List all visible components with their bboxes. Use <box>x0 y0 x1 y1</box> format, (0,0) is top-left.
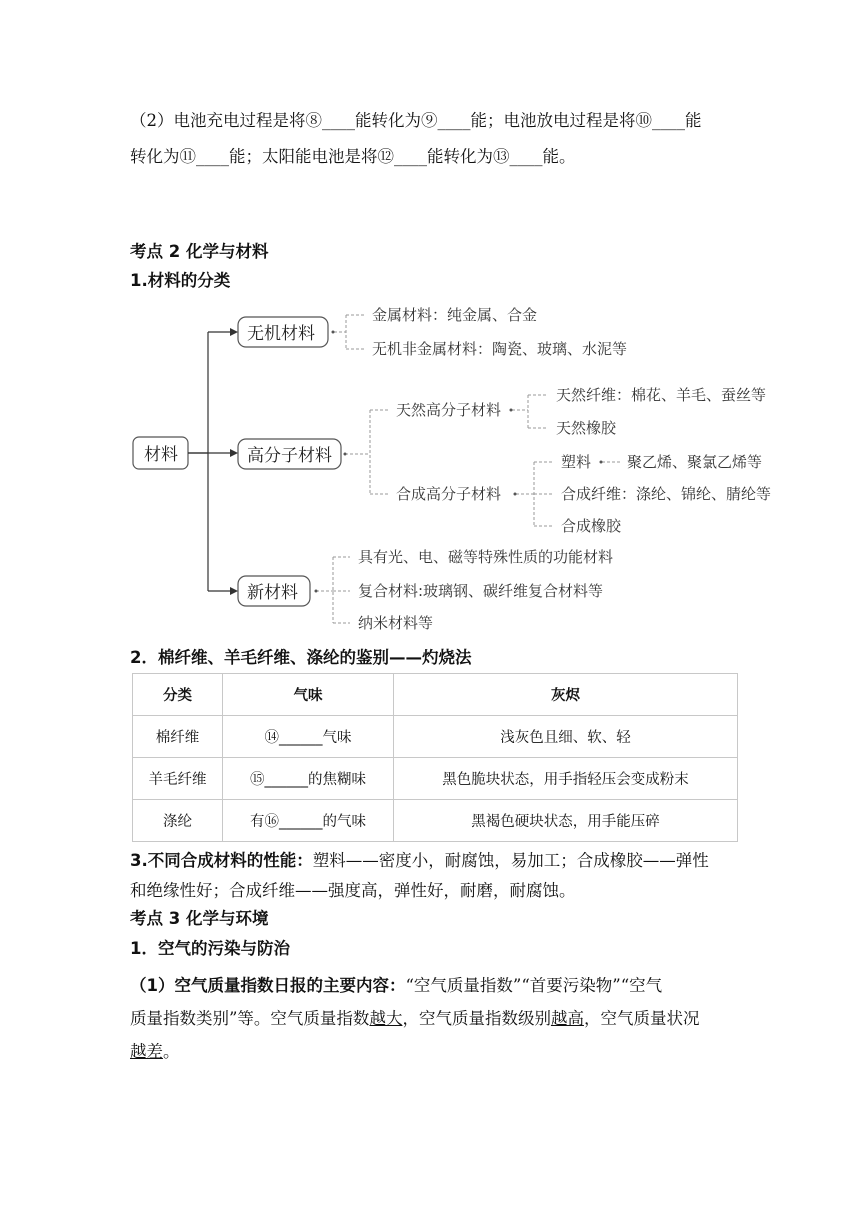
table-cell: 黑色脆块状态，用手指轻压会变成粉末 <box>394 758 738 800</box>
table-header: 灰烬 <box>394 674 738 716</box>
tree-inorganic-item: 无机非金属材料：陶瓷、玻璃、水泥等 <box>372 340 628 358</box>
aqi-line3 <box>130 1041 180 1063</box>
aqi-underline-larger: 越大 <box>369 1009 403 1028</box>
table-cell: 浅灰色且细、软、轻 <box>394 716 738 758</box>
table-row <box>133 716 738 758</box>
section3-title: 考点 3 化学与环境 <box>130 909 269 928</box>
table-cell: 棉纤维 <box>133 716 223 758</box>
table-row <box>133 758 738 800</box>
tree-plastic-items: 聚乙烯、聚氯乙烯等 <box>627 453 763 471</box>
section2-sub1: 1.材料的分类 <box>130 271 231 290</box>
table-header: 气味 <box>223 674 394 716</box>
table-header-row <box>133 674 738 716</box>
table-cell: 涤纶 <box>133 800 223 842</box>
aqi-underline-worse: 越差 <box>130 1042 163 1061</box>
aqi-underline-higher: 越高 <box>550 1009 584 1028</box>
tree-natural-polymer: 天然高分子材料 <box>396 401 502 419</box>
table-cell: 羊毛纤维 <box>133 758 223 800</box>
tree-root: 材料 <box>144 445 178 465</box>
section2-sub2: 2．棉纤维、羊毛纤维、涤纶的鉴别——灼烧法 <box>130 648 472 667</box>
table-row <box>133 800 738 842</box>
table-cell: ⑭______气味 <box>223 716 394 758</box>
section3-sub1: 1．空气的污染与防治 <box>130 939 290 958</box>
aqi-text2b: ，空气质量指数级别 <box>402 1009 551 1028</box>
sub3-line1 <box>130 850 709 872</box>
tree-inorganic-item: 金属材料：纯金属、合金 <box>372 306 538 324</box>
tree-natural-item: 天然橡胶 <box>556 419 617 437</box>
table-cell: 黑褐色硬块状态，用手能压碎 <box>394 800 738 842</box>
aqi-text2c: ，空气质量状况 <box>583 1009 700 1028</box>
battery-paragraph-line1: （2）电池充电过程是将⑧____能转化为⑨____能；电池放电过程是将⑩____能 <box>130 111 702 130</box>
section2-title: 考点 2 化学与材料 <box>130 242 269 261</box>
aqi-line2 <box>130 1008 699 1030</box>
tree-natural-item: 天然纤维：棉花、羊毛、蚕丝等 <box>556 386 767 404</box>
aqi-text2a: 质量指数类别”等。空气质量指数 <box>130 1009 370 1028</box>
tree-synthetic-item: 合成纤维：涤纶、锦纶、腈纶等 <box>561 485 772 503</box>
tree-synthetic-item: 合成橡胶 <box>561 517 622 535</box>
tree-inorganic: 无机材料 <box>247 324 315 344</box>
sub3-text1: 塑料——密度小，耐腐蚀，易加工；合成橡胶——弹性 <box>312 851 709 870</box>
tree-synthetic-polymer: 合成高分子材料 <box>396 485 502 503</box>
table-header: 分类 <box>133 674 223 716</box>
battery-paragraph-line2: 转化为⑪____能；太阳能电池是将⑫____能转化为⑬____能。 <box>130 147 576 166</box>
sub3-line2: 和绝缘性好；合成纤维——强度高，弹性好，耐磨，耐腐蚀。 <box>130 881 576 900</box>
fiber-identification-table <box>132 673 738 842</box>
aqi-label: （1）空气质量指数日报的主要内容： <box>130 976 406 995</box>
tree-new-item: 纳米材料等 <box>358 614 434 632</box>
tree-new-item: 复合材料:玻璃钢、碳纤维复合材料等 <box>358 582 604 600</box>
table-cell: 有⑯______的气味 <box>223 800 394 842</box>
aqi-text3: 。 <box>163 1042 180 1061</box>
table-cell: ⑮______的焦糊味 <box>223 758 394 800</box>
aqi-line1 <box>130 975 662 997</box>
tree-new-item: 具有光、电、磁等特殊性质的功能材料 <box>358 548 614 566</box>
tree-new-material: 新材料 <box>247 583 298 603</box>
sub3-label: 3.不同合成材料的性能： <box>130 851 313 870</box>
tree-plastic: 塑料 <box>561 453 592 471</box>
aqi-text1: “空气质量指数”“首要污染物”“空气 <box>405 976 663 995</box>
tree-polymer: 高分子材料 <box>247 446 332 466</box>
